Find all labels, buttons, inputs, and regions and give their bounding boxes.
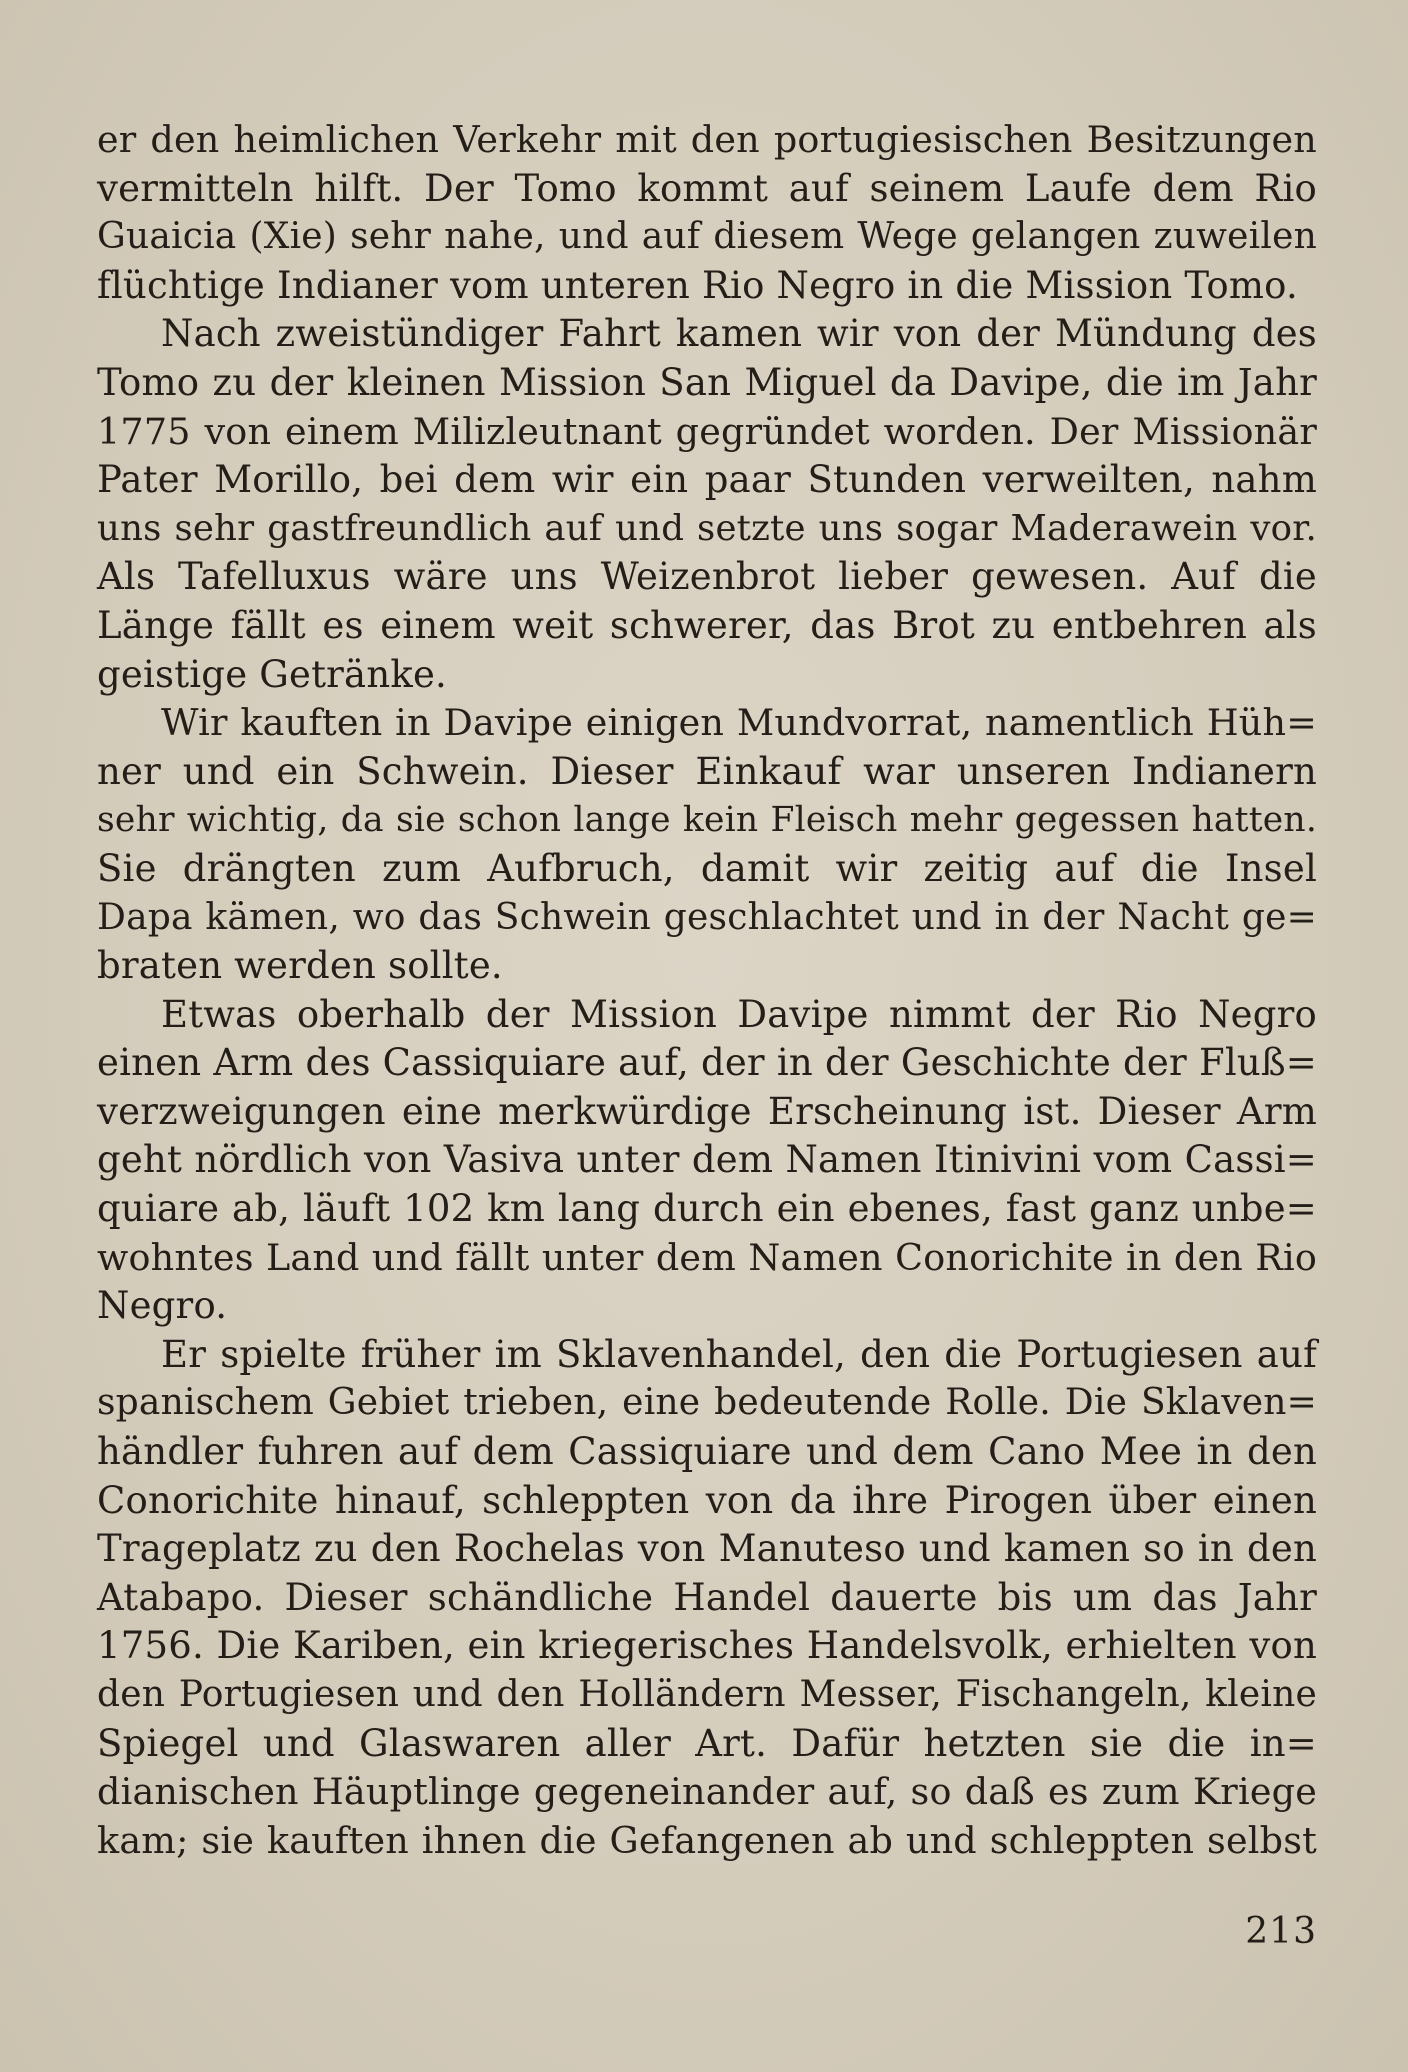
text-line: 1775 von einem Milizleutnant gegründet worden. Der Missionär <box>97 409 1317 453</box>
text-line: den Portugiesen und den Holländern Messer, Fischangeln, kleine <box>97 1674 1317 1715</box>
text-line: Etwas oberhalb der Mission Davipe nimmt der Rio Negro <box>161 992 1317 1036</box>
text-line: Negro. <box>97 1284 228 1328</box>
body-text <box>97 116 1317 1865</box>
text-line: Atabapo. Dieser schändliche Handel dauerte bis um das Jahr <box>97 1575 1317 1619</box>
text-line: geht nördlich von Vasiva unter dem Namen Itinivini vom Cassi= <box>97 1138 1317 1182</box>
text-line: Dapa kämen, wo das Schwein geschlachtet und in der Nacht ge= <box>97 896 1317 938</box>
text-line: kam; sie kauften ihnen die Gefangenen ab und schleppten selbst <box>97 1818 1317 1862</box>
text-line: Wir kauften in Davipe einigen Mundvorrat, namentlich Hüh= <box>161 701 1317 745</box>
text-line: verzweigungen eine merkwürdige Erscheinung ist. Dieser Arm <box>97 1089 1317 1133</box>
text-line: ner und ein Schwein. Dieser Einkauf war unseren Indianern <box>97 749 1317 793</box>
text-line: Nach zweistündiger Fahrt kamen wir von der Mündung des <box>161 312 1317 356</box>
text-line: flüchtige Indianer vom unteren Rio Negro in die Mission Tomo. <box>97 263 1298 307</box>
text-line: Pater Morillo, bei dem wir ein paar Stunden verweilten, nahm <box>97 458 1317 502</box>
text-line: Conorichite hinauf, schleppten von da ihre Pirogen über einen <box>97 1478 1317 1522</box>
text-line: Länge fällt es einem weit schwerer, das Brot zu entbehren als <box>97 603 1317 647</box>
text-line: vermitteln hilft. Der Tomo kommt auf seinem Laufe dem Rio <box>97 166 1317 210</box>
text-line: wohntes Land und fällt unter dem Namen Conorichite in den Rio <box>97 1235 1317 1279</box>
text-line: Sie drängten zum Aufbruch, damit wir zeitig auf die Insel <box>97 846 1317 890</box>
text-line: Er spielte früher im Sklavenhandel, den die Portugiesen auf <box>161 1332 1317 1376</box>
page-number: 213 <box>1245 1911 1317 1952</box>
text-line: einen Arm des Cassiquiare auf, der in der Geschichte der Fluß= <box>97 1041 1317 1085</box>
text-line: Spiegel und Glaswaren aller Art. Dafür hetzten sie die in= <box>97 1721 1317 1765</box>
text-line: quiare ab, läuft 102 km lang durch ein ebenes, fast ganz unbe= <box>97 1187 1317 1231</box>
text-line: er den heimlichen Verkehr mit den portugiesischen Besitzungen <box>97 118 1317 161</box>
text-line: braten werden sollte. <box>97 944 503 988</box>
text-line: Trageplatz zu den Rochelas von Manuteso und kamen so in den <box>97 1527 1317 1571</box>
text-line: geistige Getränke. <box>97 652 448 696</box>
text-line: 1756. Die Kariben, ein kriegerisches Handelsvolk, erhielten von <box>97 1624 1317 1668</box>
text-line: sehr wichtig, da sie schon lange kein Fleisch mehr gegessen hatten. <box>97 800 1317 841</box>
text-line: spanischem Gebiet trieben, eine bedeutende Rolle. Die Sklaven= <box>97 1382 1317 1424</box>
text-line: Tomo zu der kleinen Mission San Miguel da Davipe, die im Jahr <box>97 360 1317 404</box>
text-line: händler fuhren auf dem Cassiquiare und dem Cano Mee in den <box>97 1430 1317 1474</box>
text-line: uns sehr gastfreundlich auf und setzte uns sogar Maderawein vor. <box>97 507 1317 549</box>
text-line: Guaicia (Xie) sehr nahe, und auf diesem Wege gelangen zuweilen <box>97 216 1317 258</box>
text-line: Als Tafelluxus wäre uns Weizenbrot lieber gewesen. Auf die <box>97 555 1317 599</box>
text-line: dianischen Häuptlinge gegeneinander auf, so daß es zum Kriege <box>97 1770 1317 1814</box>
